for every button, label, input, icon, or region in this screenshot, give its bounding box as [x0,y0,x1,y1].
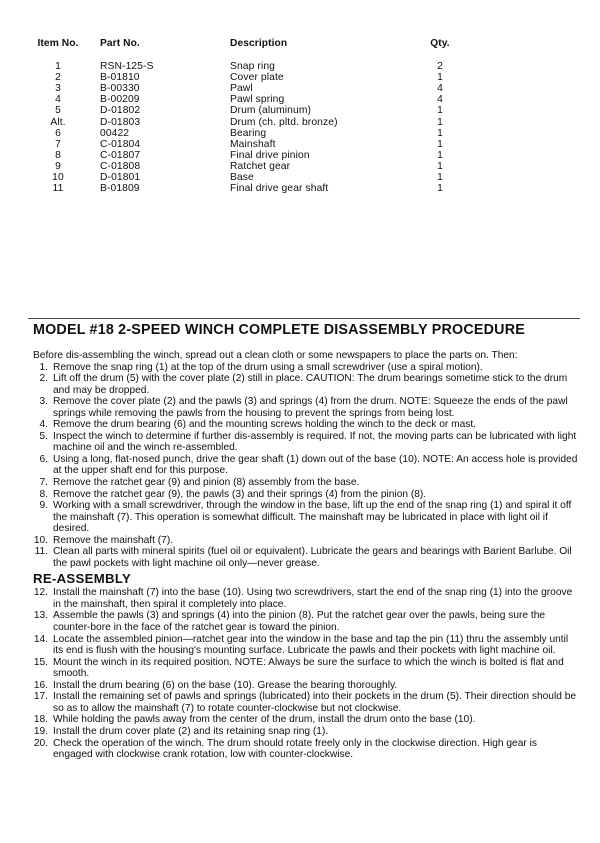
cell-description: Base [230,172,254,184]
step-text: Assemble the pawls (3) and springs (4) into the pinion (8). Put the ratchet gear over the pawls, being sure the counter-bore in the face of the ratchet gear is toward the pinion. [53,610,546,634]
step-number: 11. [34,546,48,558]
cell-qty: 2 [437,61,443,73]
cell-description: Pawl spring [230,94,285,106]
cell-part-no: B-00330 [100,83,140,95]
table-row [28,150,460,161]
cell-qty: 1 [437,72,443,84]
step-text: Install the drum cover plate (2) and its retaining snap ring (1). [53,725,329,737]
procedure-step [33,587,578,610]
cell-qty: 4 [437,83,443,95]
table-row [28,105,460,116]
cell-item-no: 6 [55,127,61,139]
cell-item-no: 4 [55,94,61,106]
procedure-step [33,454,578,477]
table-row [28,183,460,194]
parts-table [28,38,460,194]
cell-description: Drum (aluminum) [230,105,312,117]
parts-table-section [28,38,468,194]
step-text: Check the operation of the winch. The drum should rotate freely only in the clockwise direction. High gear is engaged with clockwise crank rotation, low with counter-clockwise. [53,737,537,761]
cell-item-no: 1 [55,61,61,73]
procedure-step [33,431,578,454]
disassembly-steps [33,362,578,570]
procedure-step [33,535,578,547]
procedure-intro: Before dis-assembling the winch, spread out a clean cloth or some newspapers to place the parts on. Then: [33,350,518,361]
parts-table-body [28,61,460,194]
cell-qty: 1 [437,116,443,128]
cell-description: Cover plate [230,72,284,84]
procedure-step [33,373,578,396]
procedure-step [33,738,578,761]
cell-description: Bearing [230,127,267,139]
cell-item-no: 2 [55,72,61,84]
cell-part-no: B-00209 [100,94,140,106]
step-number: 7. [39,477,48,489]
step-text: Remove the ratchet gear (9) and pinion (8) assembly from the base. [53,477,360,489]
cell-part-no: C-01808 [100,160,141,172]
procedure-body [33,350,578,761]
step-number: 4. [39,419,48,431]
step-number: 18. [33,714,48,726]
cell-qty: 1 [437,183,443,195]
step-text: Remove the ratchet gear (9), the pawls (3) and their springs (4) from the pinion (8). [53,488,427,500]
cell-description: Drum (ch. pltd. bronze) [230,116,338,128]
reassembly-steps [33,587,578,760]
cell-description: Pawl [230,83,253,95]
cell-description: Final drive gear shaft [230,183,329,195]
cell-qty: 1 [437,105,443,117]
cell-part-no: D-01803 [100,116,141,128]
procedure-title: MODEL #18 2-SPEED WINCH COMPLETE DISASSEMBLY PROCEDURE [33,322,525,338]
cell-item-no: Alt. [50,116,66,128]
table-row [28,94,460,105]
step-text: Inspect the winch to determine if further dis-assembly is required. If not, the moving parts can be lubricated with light machine oil and the winch re-assembled. [53,430,577,454]
header-item-no: Item No. [37,38,79,49]
step-number: 10. [33,534,48,546]
procedure-step [33,680,578,692]
step-number: 8. [39,488,48,500]
step-text: Remove the snap ring (1) at the top of the drum using a small screwdriver (use a spiral motion). [53,361,483,373]
cell-description: Ratchet gear [230,160,291,172]
header-part-no: Part No. [100,38,140,49]
cell-part-no: D-01802 [100,105,141,117]
cell-item-no: 11 [52,183,64,195]
cell-qty: 1 [437,160,443,172]
cell-item-no: 5 [55,105,61,117]
step-text: Install the remaining set of pawls and springs (lubricated) into their pockets in the drum (5). Their direction should be so as to allow the mainshaft (7) to rotate counter-clockwise but not clockwise. [53,691,577,714]
procedure-step [33,691,578,714]
step-text: Working with a small screwdriver, through the window in the base, lift up the end of the snap ring (1) and spiral it off the mainshaft (7). This operation is somewhat difficult. The mainshaft may be lubricated in place with light oil if desired. [53,500,572,535]
step-number: 19. [33,725,48,737]
step-text: Remove the mainshaft (7). [53,534,174,546]
procedure-step [33,419,578,431]
parts-table-header-row [28,38,460,61]
cell-qty: 1 [437,149,443,161]
section-divider [28,318,580,319]
procedure-step [33,657,578,680]
table-row [28,128,460,139]
table-row [28,139,460,150]
step-text: Remove the drum bearing (6) and the mounting screws holding the winch to the deck or mast. [53,419,477,431]
step-text: While holding the pawls away from the center of the drum, install the drum onto the base (10). [53,714,476,726]
step-number: 1. [39,361,48,373]
header-qty: Qty. [430,38,450,49]
cell-part-no: D-01801 [100,172,141,184]
step-number: 20. [33,737,48,749]
cell-part-no: RSN-125-S [100,61,154,73]
cell-description: Final drive pinion [230,149,310,161]
step-text: Clean all parts with mineral spirits (fuel oil or equivalent). Lubricate the gears and bearings with Barient Barlube. Oil the pawl pockets with light machine oil only—never grease. [53,546,572,569]
step-text: Locate the assembled pinion—ratchet gear into the window in the base and tap the pin (11) thru the assembly until its end is flush with the housing's mounting surface. Lubricate the pawls and their pockets with light machine oil. [53,633,569,657]
step-number: 15. [33,656,48,668]
step-number: 17. [33,691,48,703]
step-number: 13. [33,610,48,622]
cell-qty: 1 [437,127,443,139]
cell-qty: 4 [437,94,443,106]
table-row [28,83,460,94]
step-text: Install the mainshaft (7) into the base (10). Using two screwdrivers, start the end of the snap ring (1) into the groove in the mainshaft, then spiral it completely into place. [53,587,573,610]
step-text: Lift off the drum (5) with the cover plate (2) still in place. CAUTION: The drum bearings sometime stick to the drum and may be dropped. [53,373,568,396]
step-text: Remove the cover plate (2) and the pawls (3) and springs (4) from the drum. NOTE: Squeeze the ends of the pawl springs while removing the pawls from the housing to prevent the springs from being lost. [53,396,568,419]
step-number: 2. [39,373,48,385]
cell-item-no: 8 [55,149,61,161]
step-text: Install the drum bearing (6) on the base (10). Grease the bearing thoroughly. [53,679,398,691]
step-number: 9. [39,500,48,512]
procedure-step [33,500,578,535]
table-row [28,72,460,83]
table-row [28,172,460,183]
step-number: 6. [39,453,48,465]
header-description: Description [230,38,288,49]
procedure-step [33,489,578,501]
step-number: 14. [33,633,48,645]
procedure-step [33,546,578,569]
step-text: Mount the winch in its required position. NOTE: Always be sure the surface to which the winch is bolted is flat and smooth. [53,656,564,680]
step-text: Using a long, flat-nosed punch, drive the gear shaft (1) down out of the base (10). NOTE: An access hole is provided at the upper shaft end for this purpose. [53,453,578,477]
cell-qty: 1 [437,138,443,150]
cell-item-no: 7 [55,138,61,150]
reassembly-heading: RE-ASSEMBLY [33,571,132,587]
step-number: 5. [39,430,48,442]
cell-description: Mainshaft [230,138,276,150]
step-number: 12. [33,587,48,599]
cell-part-no: B-01809 [100,183,140,195]
procedure-step [33,396,578,419]
cell-description: Snap ring [230,61,275,73]
cell-part-no: C-01804 [100,138,141,150]
cell-item-no: 3 [55,83,61,95]
procedure-step [33,726,578,738]
cell-qty: 1 [437,172,443,184]
procedure-step [33,714,578,726]
table-row [28,161,460,172]
table-row [28,61,460,72]
cell-part-no: C-01807 [100,149,141,161]
step-number: 16. [33,679,48,691]
table-row [28,117,460,128]
cell-part-no: 00422 [100,127,130,139]
procedure-step [33,362,578,374]
cell-item-no: 9 [55,160,61,172]
procedure-step [33,477,578,489]
procedure-step [33,610,578,633]
step-number: 3. [39,396,48,408]
cell-part-no: B-01810 [100,72,140,84]
procedure-step [33,634,578,657]
cell-item-no: 10 [52,172,64,184]
